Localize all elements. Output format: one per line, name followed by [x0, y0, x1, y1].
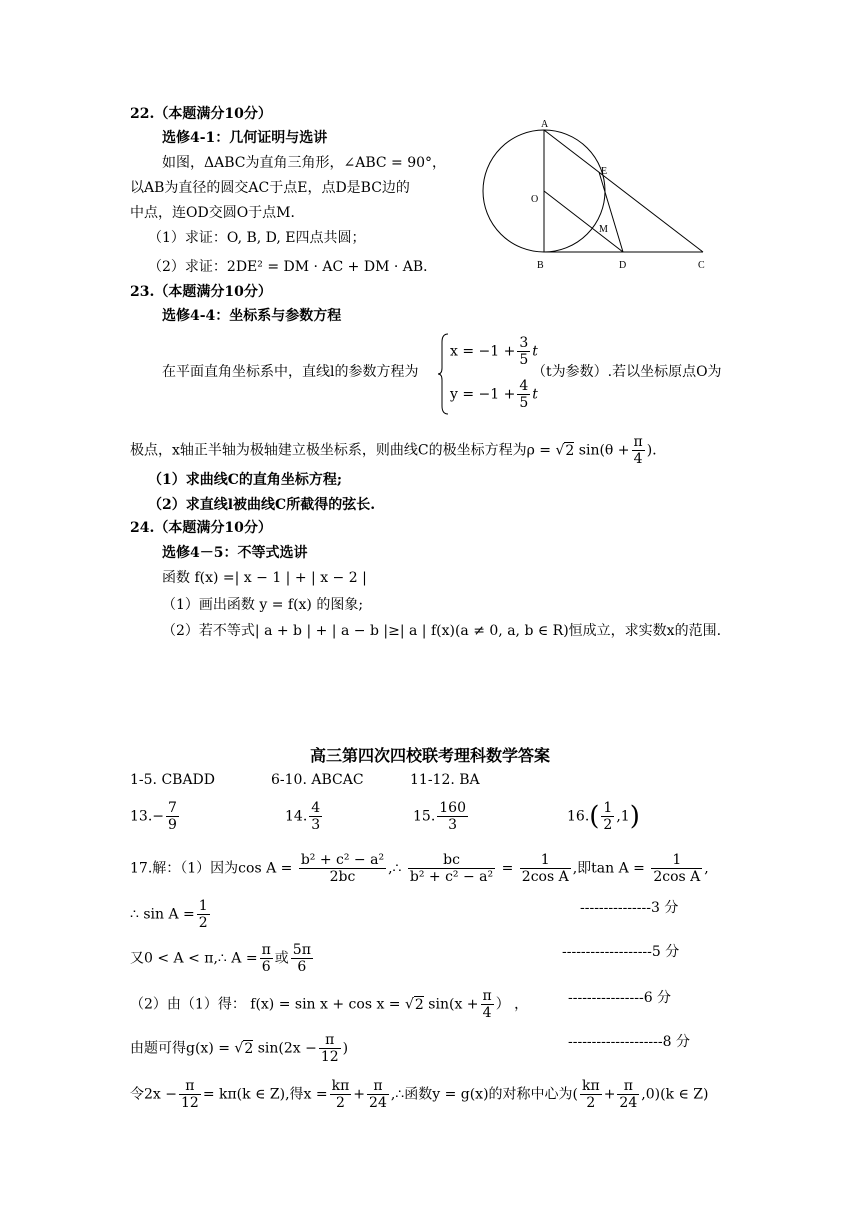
score-3: ---------------3 分 [580, 900, 679, 916]
mc-answers-3: 11-12. BA [410, 772, 480, 788]
answer-14: 14. $\frac{4}{3}$ [285, 800, 321, 833]
geometry-figure [470, 118, 720, 278]
q23-line2: 极点，x轴正半轴为极轴建立极坐标系，则曲线C的极坐标方程为ρ = √2 sin(θ + $\frac{\pi}{4}$ )． [130, 434, 667, 467]
answer-15: 15. $\frac{160}{3}$ [413, 800, 466, 833]
segment-ac [544, 130, 703, 252]
score-5: -------------------5 分 [562, 944, 680, 960]
label-o: O [531, 194, 539, 205]
q22-line3: 中点，连OD交圆O于点M． [130, 205, 305, 221]
label-m: M [599, 224, 608, 235]
frac-4-5: $\frac{4}{5}$ [519, 378, 529, 411]
frac-3-5: $\frac{3}{5}$ [519, 335, 529, 368]
label-b: B [537, 260, 544, 271]
q23-topic: 选修4-4：坐标系与参数方程 [162, 308, 342, 324]
q22-topic: 选修4-1：几何证明与选讲 [162, 130, 328, 146]
solution-part2: （2）由（1）得： f(x) = sin x + cos x = √2 sin(x + $\frac{\pi}{4}$ ） ， [130, 988, 529, 1021]
q24-func: 函数 f(x) =| x − 1 | + | x − 2 | [162, 570, 367, 586]
answer-13: 13.− $\frac{7}{9}$ [130, 800, 177, 833]
q23-item1: （1）求曲线C的直角坐标方程; [148, 472, 343, 488]
segment-ed [599, 172, 623, 252]
solution-g: 由题可得g(x) = √2 sin(2x − $\frac{\pi}{12}$ ) [130, 1032, 349, 1065]
q22-item1: （1）求证：O, B, D, E四点共圆； [148, 230, 366, 246]
answers-title: 高三第四次四校联考理科数学答案 [309, 746, 550, 765]
q23-param-note: （t为参数）.若以坐标原点O为 [532, 364, 722, 380]
mc-answers-1: 1-5. CBADD [130, 772, 216, 788]
q23-item2: （2）求直线l被曲线C所截得的弦长. [148, 497, 376, 513]
answer-16: 16.( $\frac{1}{2}$ ,1) [567, 800, 640, 833]
label-e: E [601, 166, 608, 177]
q24-item2: （2）若不等式| a + b | + | a − b |≥| a | f(x)(a ≠ 0, a, b ∈ R)恒成立，求实数x的范围. [162, 623, 722, 639]
solution-17-line1: 17.解：（1）因为cos A = $\frac{\text{b² + c² − a²}}{2bc}$ ,∴ $\frac{bc}{\text{b² + c² − a²}}$ = $\frac{1}{\text{2cos A}}$ ,即tan A = $\frac{1}{\text{2cos A}}$ , [130, 852, 709, 885]
mc-answers-2: 6-10. ABCAC [271, 772, 364, 788]
score-8: --------------------8 分 [568, 1034, 690, 1050]
solution-sin-a: ∴ sin A = $\frac{1}{2}$ [130, 898, 208, 931]
segment-od [544, 191, 623, 252]
q22-heading: 22.（本题满分10分） [130, 106, 272, 122]
label-c: C [698, 260, 705, 271]
label-a: A [541, 119, 549, 130]
q24-item1: （1）画出函数 y = f(x) 的图象; [162, 597, 364, 613]
q23-heading: 23.（本题满分10分） [130, 284, 272, 300]
q22-item2: （2）求证：2DE² = DM · AC + DM · AB． [148, 259, 438, 275]
system-brace [438, 332, 450, 416]
frac-pi-4: $\frac{\pi}{4}$ [633, 434, 643, 467]
q23-eq1: x = −1 + $\frac{3}{5}$ t [450, 335, 538, 368]
q23-intro: 在平面直角坐标系中，直线l的参数方程为 [162, 364, 419, 380]
solution-range-a: 又0 < A < π,∴ A = $\frac{\pi}{6}$ 或 $\frac{5\pi}{6}$ [130, 942, 311, 975]
label-d: D [619, 260, 627, 271]
q23-eq2: y = −1 + $\frac{4}{5}$ t [450, 378, 538, 411]
q24-heading: 24.（本题满分10分） [130, 520, 272, 536]
q22-line2: 以AB为直径的圆交AC于点E，点D是BC边的 [130, 180, 410, 196]
score-6: ----------------6 分 [568, 990, 672, 1006]
q24-topic: 选修4－5：不等式选讲 [162, 545, 308, 561]
solution-last: 令2x − $\frac{\pi}{12}$ = kπ(k ∈ Z),得x = $\frac{k\pi}{2}$ + $\frac{\pi}{24}$ ,∴函数y = g(x)的对称中心为( $\frac{k\pi}{2}$ + $\frac{\pi}{24}$ ,0)(k ∈ Z) [130, 1078, 709, 1111]
q22-line1: 如图，ΔABC为直角三角形，∠ABC = 90°， [162, 155, 447, 171]
